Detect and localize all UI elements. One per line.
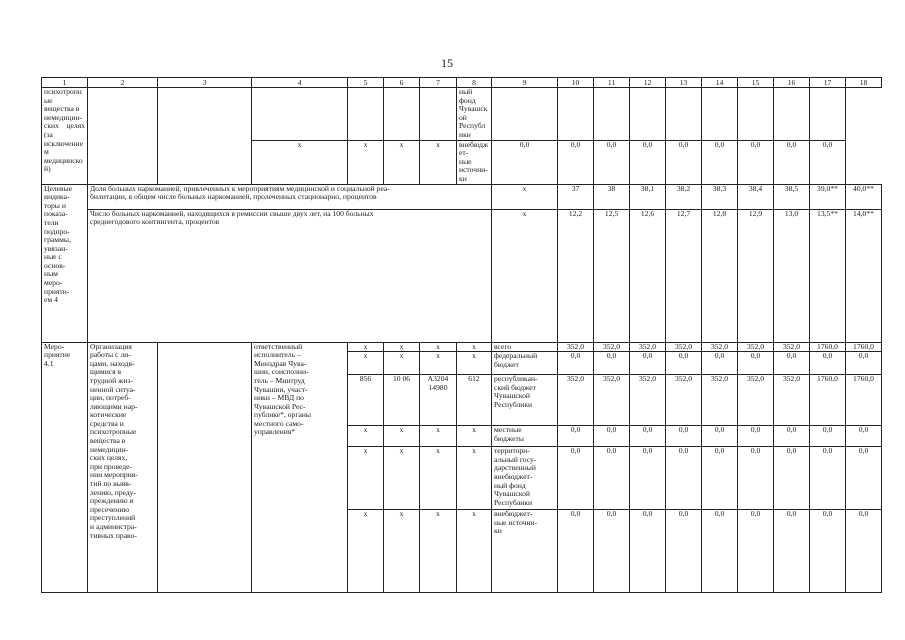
column-number: 13	[666, 78, 702, 88]
code-cell: x	[420, 342, 457, 352]
empty-cell	[384, 88, 420, 141]
value-cell: 0,0	[810, 510, 846, 593]
code-cell: x	[384, 510, 420, 593]
column-number: 9	[492, 78, 558, 88]
activity-name: Организация работы с ли- цами, находя- щимися в трудной жиз- ненной ситуа- ции, потреб- ляющими нар- котические средства и психотропные вещества в немедицин- ских целях, при проведе- нии мероприя- тий по выяв- лению, преду- преждению и пресечению преступлений и администра- тивных право-	[88, 342, 158, 593]
funding-source: всего	[492, 342, 558, 352]
column-number: 15	[738, 78, 774, 88]
value-cell: 1760,0	[810, 342, 846, 352]
indicator-value: 40,0**	[846, 184, 882, 209]
value-cell: 352,0	[666, 342, 702, 352]
empty-cell	[594, 88, 630, 141]
value-cell: 0,0	[774, 352, 810, 375]
funding-source: ный фонд Чувашской Республики	[457, 88, 492, 141]
program-table	[41, 77, 882, 593]
indicator-value: 38	[594, 184, 630, 209]
funding-source: внебюджет- ные источни- ки	[492, 510, 558, 593]
column-number: 17	[810, 78, 846, 88]
value-cell: 0,0	[558, 426, 594, 447]
indicator-value: 39,0**	[810, 184, 846, 209]
code-cell: x	[420, 352, 457, 375]
value-cell: 0,0	[558, 447, 594, 510]
empty-cell	[492, 88, 558, 141]
value-cell: 0,0	[774, 447, 810, 510]
value-cell: 0,0	[774, 510, 810, 593]
value-cell: 0,0	[846, 447, 882, 510]
funding-source: республикан- ский бюджет Чувашской Республики	[492, 375, 558, 426]
value-cell: 0,0	[738, 140, 774, 184]
code-cell: x	[457, 352, 492, 375]
code-cell: x	[457, 510, 492, 593]
code-cell: 612	[457, 375, 492, 426]
indicator-value: 12,7	[666, 209, 702, 342]
column-number: 11	[594, 78, 630, 88]
code-cell: x	[348, 342, 384, 352]
value-cell: 0,0	[630, 352, 666, 375]
value-cell: 0,0	[492, 140, 558, 184]
value-cell: 0,0	[702, 510, 738, 593]
indicator-value: 38,2	[666, 184, 702, 209]
value-cell: 0,0	[810, 352, 846, 375]
indicator-text: Доля больных наркоманией, привлеченных к мероприятиям медицинской и социальной реа- билитации, в общем числе больных наркоманией, пролеченных стационарно, процентов	[88, 184, 492, 209]
value-cell: 0,0	[846, 352, 882, 375]
value-cell: 0,0	[702, 352, 738, 375]
code-cell: x	[384, 447, 420, 510]
indicator-row	[42, 209, 882, 342]
empty-cell	[738, 88, 774, 141]
column-number: 4	[252, 78, 348, 88]
code-cell: x	[457, 426, 492, 447]
value-cell: 352,0	[774, 342, 810, 352]
value-cell: 352,0	[630, 342, 666, 352]
column-number: 18	[846, 78, 882, 88]
code-cell: x	[348, 140, 384, 184]
value-cell: 352,0	[594, 375, 630, 426]
value-cell: 0,0	[702, 426, 738, 447]
column-number: 8	[457, 78, 492, 88]
code-cell: x	[252, 140, 348, 184]
value-cell: 0,0	[594, 447, 630, 510]
value-cell: 0,0	[846, 426, 882, 447]
value-cell: 0,0	[666, 352, 702, 375]
value-cell: 0,0	[738, 447, 774, 510]
value-cell: 352,0	[774, 375, 810, 426]
value-cell: 1760,0	[846, 342, 882, 352]
value-cell: 0,0	[630, 447, 666, 510]
value-cell: 352,0	[558, 342, 594, 352]
column-number: 12	[630, 78, 666, 88]
indicator-value: 12,5	[594, 209, 630, 342]
value-cell: 1760,0	[846, 375, 882, 426]
indicator-x: x	[492, 184, 558, 209]
indicator-row	[42, 184, 882, 209]
value-cell: 0,0	[774, 426, 810, 447]
column-number: 14	[702, 78, 738, 88]
code-cell: x	[348, 426, 384, 447]
indicator-value: 38,5	[774, 184, 810, 209]
empty-cell	[88, 88, 158, 185]
indicator-value: 13,0	[774, 209, 810, 342]
empty-cell	[252, 88, 348, 141]
value-cell: 352,0	[558, 375, 594, 426]
value-cell: 0,0	[594, 140, 630, 184]
value-cell: 0,0	[630, 426, 666, 447]
code-cell: x	[420, 510, 457, 593]
value-cell: 0,0	[558, 510, 594, 593]
empty-cell	[348, 88, 384, 141]
value-cell: 0,0	[558, 352, 594, 375]
empty-cell	[666, 88, 702, 141]
indicator-value: 38,1	[630, 184, 666, 209]
code-cell: x	[420, 426, 457, 447]
code-cell: x	[384, 352, 420, 375]
empty-cell	[158, 88, 252, 185]
code-cell: 10 06	[384, 375, 420, 426]
value-cell: 0,0	[630, 510, 666, 593]
value-cell: 1760,0	[810, 375, 846, 426]
value-cell: 352,0	[702, 342, 738, 352]
code-cell: x	[348, 352, 384, 375]
activity-label: Меро- приятие 4.1	[42, 342, 88, 593]
empty-cell	[774, 88, 810, 141]
page-number: 15	[441, 56, 453, 70]
value-cell: 0,0	[594, 352, 630, 375]
column-number: 1	[42, 78, 88, 88]
indicator-value: 38,3	[702, 184, 738, 209]
indicator-text: Число больных наркоманией, находящихся в ремиссии свыше двух лет, на 100 больных среднегодового контингента, процентов	[88, 209, 492, 342]
empty-cell	[558, 88, 594, 141]
responsible-executors: ответственный исполнитель – Минздрав Чува- шии, соисполни- тель – Минтруд Чувашии, участ- ники – МВД по Чувашской Рес- публике*, органы местного само- управления*	[252, 342, 348, 593]
value-cell: 0,0	[738, 426, 774, 447]
value-cell: 352,0	[738, 375, 774, 426]
column-number: 10	[558, 78, 594, 88]
code-cell: x	[384, 140, 420, 184]
value-cell: 0,0	[810, 447, 846, 510]
code-cell: А3204 14980	[420, 375, 457, 426]
value-cell: 0,0	[810, 140, 846, 184]
value-cell: 0,0	[666, 140, 702, 184]
indicators-label: Целевые индика- торы и показа- тели подпро- граммы, увязан- ные с основ- ным меро- прияти- ем 4	[42, 184, 88, 342]
empty-cell	[158, 342, 252, 593]
value-cell: 0,0	[558, 140, 594, 184]
value-cell: 0,0	[594, 510, 630, 593]
indicator-value: 14,0**	[846, 209, 882, 342]
empty-cell	[420, 88, 457, 141]
activity-row	[42, 342, 882, 352]
column-number: 3	[158, 78, 252, 88]
value-cell: 0,0	[666, 510, 702, 593]
funding-source: территори- альный госу- дарственный внебюджет- ный фонд Чувашской Республики	[492, 447, 558, 510]
empty-cell	[702, 88, 738, 141]
value-cell: 0,0	[846, 510, 882, 593]
value-cell: 0,0	[738, 352, 774, 375]
value-cell: 0,0	[666, 426, 702, 447]
code-cell: x	[457, 447, 492, 510]
indicator-value: 12,9	[738, 209, 774, 342]
code-cell: x	[348, 510, 384, 593]
header-row	[42, 78, 882, 88]
indicator-value: 13,5**	[810, 209, 846, 342]
code-cell: x	[420, 140, 457, 184]
column-number: 5	[348, 78, 384, 88]
indicator-value: 12,6	[630, 209, 666, 342]
column-number: 2	[88, 78, 158, 88]
indicator-value: 37	[558, 184, 594, 209]
value-cell: 0,0	[702, 140, 738, 184]
funding-source: федеральный бюджет	[492, 352, 558, 375]
value-cell: 0,0	[774, 140, 810, 184]
column-number: 7	[420, 78, 457, 88]
value-cell: 0,0	[594, 426, 630, 447]
code-cell: 856	[348, 375, 384, 426]
code-cell: x	[384, 426, 420, 447]
funding-source: внебюджет- ные источни- ки	[457, 140, 492, 184]
column-number: 6	[384, 78, 420, 88]
value-cell: 0,0	[630, 140, 666, 184]
empty-cell	[810, 88, 846, 141]
value-cell: 352,0	[702, 375, 738, 426]
value-cell: 352,0	[738, 342, 774, 352]
table-row	[42, 88, 882, 141]
value-cell: 352,0	[630, 375, 666, 426]
indicator-value: 12,8	[702, 209, 738, 342]
cont-description: психотропные вещества в немедицин- ских целях (за исключением медицинской)	[42, 88, 88, 185]
code-cell: x	[348, 447, 384, 510]
indicator-x: x	[492, 209, 558, 342]
value-cell: 0,0	[810, 426, 846, 447]
code-cell: x	[420, 447, 457, 510]
indicator-value: 38,4	[738, 184, 774, 209]
value-cell: 352,0	[666, 375, 702, 426]
code-cell: x	[457, 342, 492, 352]
value-cell: 0,0	[738, 510, 774, 593]
indicator-value: 12,2	[558, 209, 594, 342]
value-cell: 0,0	[666, 447, 702, 510]
value-cell: 352,0	[594, 342, 630, 352]
value-cell: 0,0	[702, 447, 738, 510]
empty-cell	[630, 88, 666, 141]
column-number: 16	[774, 78, 810, 88]
funding-source: местные бюджеты	[492, 426, 558, 447]
code-cell: x	[384, 342, 420, 352]
